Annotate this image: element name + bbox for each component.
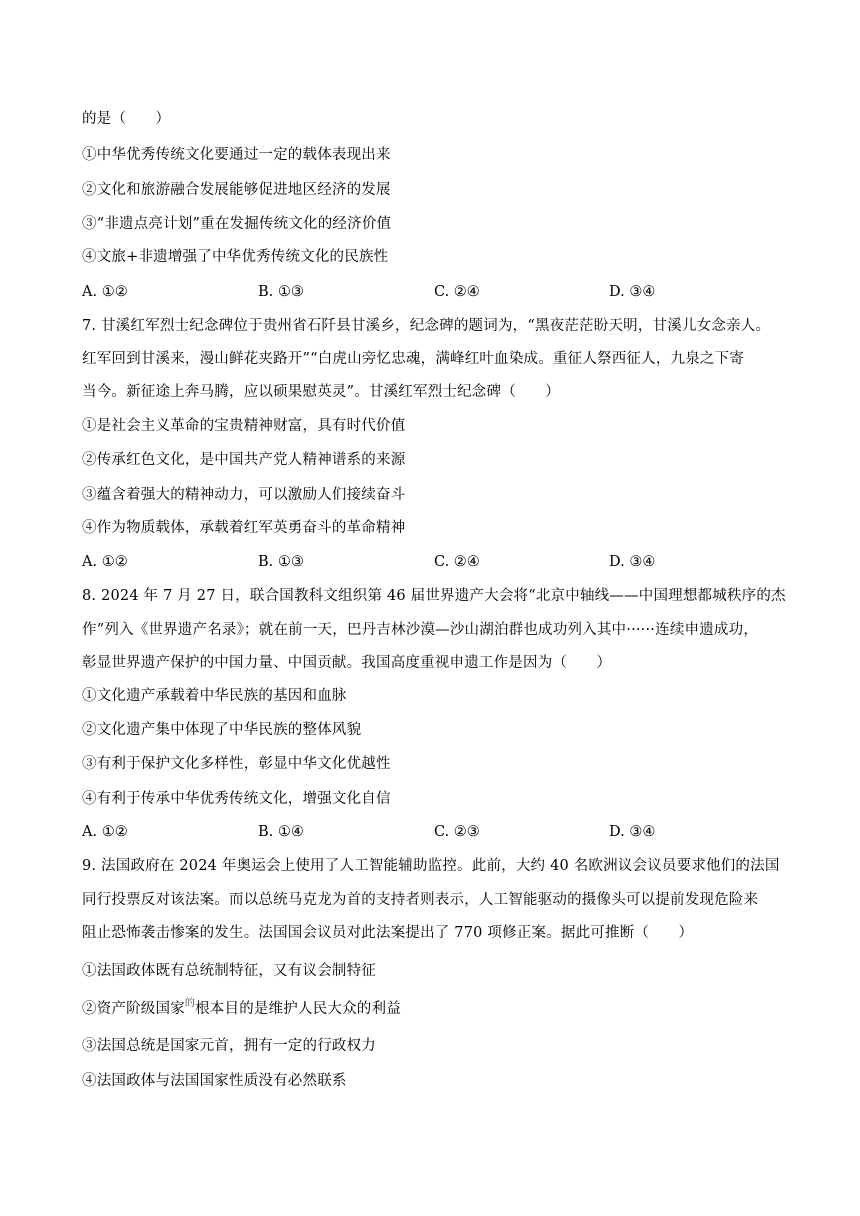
q8-statement-1: ①文化遗产承载着中华民族的基因和血脉 bbox=[82, 688, 347, 704]
q8-statement-3: ③有利于保护文化多样性，彰显中华文化优越性 bbox=[82, 756, 391, 772]
q8-option-b[interactable]: B. ①④ bbox=[258, 824, 304, 840]
q6-option-a[interactable]: A. ①② bbox=[82, 284, 128, 300]
q6-stem-tail: 的是（ ） bbox=[82, 111, 171, 127]
q7-option-b[interactable]: B. ①③ bbox=[258, 554, 304, 570]
q7-option-d[interactable]: D. ③④ bbox=[609, 554, 656, 570]
q6-option-b[interactable]: B. ①③ bbox=[258, 284, 304, 300]
q8-options bbox=[82, 822, 782, 842]
q6-option-d[interactable]: D. ③④ bbox=[609, 284, 656, 300]
q9-stem-line-3: 阻止恐怖袭击惨案的发生。法国国会议员对此法案提出了 770 项修正案。据此可推断（ ） bbox=[82, 925, 694, 941]
q7-option-a[interactable]: A. ①② bbox=[82, 554, 128, 570]
q7-option-c[interactable]: C. ②④ bbox=[434, 554, 480, 570]
q8-stem-line-2: 作”列入《世界遗产名录》；就在前一天，巴丹吉林沙漠—沙山湖泊群也成功列入其中······连续申遗成功， bbox=[82, 622, 759, 638]
q7-statement-1: ①是社会主义革命的宝贵精神财富，具有时代价值 bbox=[82, 418, 406, 434]
q8-statement-2: ②文化遗产集中体现了中华民族的整体风貌 bbox=[82, 722, 362, 738]
q7-stem-line-1: 7. 甘溪红军烈士纪念碑位于贵州省石阡县甘溪乡，纪念碑的题词为，“黑夜茫茫盼天明，甘溪儿女念亲人。 bbox=[82, 318, 771, 334]
q8-statement-4: ④有利于传承中华优秀传统文化，增强文化自信 bbox=[82, 791, 391, 807]
q7-statement-4: ④作为物质载体，承载着红军英勇奋斗的革命精神 bbox=[82, 520, 406, 536]
q6-statement-3: ③“非遗点亮计划”重在发掘传统文化的经济价值 bbox=[82, 216, 392, 232]
q6-statement-1: ①中华优秀传统文化要通过一定的载体表现出来 bbox=[82, 147, 391, 163]
q8-stem-line-1: 8. 2024 年 7 月 27 日，联合国教科文组织第 46 届世界遗产大会将“北京中轴线——中国理想都城秩序的杰 bbox=[82, 588, 786, 604]
q9-statement-1: ①法国政体既有总统制特征，又有议会制特征 bbox=[82, 963, 376, 979]
q9-statement-2-tail: 根本目的是维护人民大众的利益 bbox=[195, 1001, 401, 1017]
q6-statement-4: ④文旅+非遗增强了中华优秀传统文化的民族性 bbox=[82, 249, 389, 265]
q9-statement-2-head: ②资产阶级国家 bbox=[82, 1001, 185, 1017]
q9-statement-3: ③法国总统是国家元首，拥有一定的行政权力 bbox=[82, 1038, 376, 1054]
q9-statement-2 bbox=[82, 999, 401, 1021]
q6-options bbox=[82, 282, 782, 302]
q8-option-d[interactable]: D. ③④ bbox=[609, 824, 656, 840]
q9-statement-2-sup: 的 bbox=[184, 998, 196, 1009]
q6-option-c[interactable]: C. ②④ bbox=[434, 284, 480, 300]
q7-stem-line-3: 当今。新征途上奔马腾，应以硕果慰英灵”。甘溪红军烈士纪念碑（ ） bbox=[82, 384, 561, 400]
q7-stem-line-2: 红军回到甘溪来，漫山鲜花夹路开”“白虎山旁忆忠魂，满峰红叶血染成。重征人祭西征人，九泉之下寄 bbox=[82, 351, 745, 367]
q7-statement-2: ②传承红色文化，是中国共产党人精神谱系的来源 bbox=[82, 452, 406, 468]
q9-stem-line-1: 9. 法国政府在 2024 年奥运会上使用了人工智能辅助监控。此前，大约 40 名欧洲议会议员要求他们的法国 bbox=[82, 858, 780, 874]
q6-statement-2: ②文化和旅游融合发展能够促进地区经济的发展 bbox=[82, 182, 391, 198]
q8-stem-line-3: 彰显世界遗产保护的中国力量、中国贡献。我国高度重视申遗工作是因为（ ） bbox=[82, 655, 612, 671]
q7-statement-3: ③蕴含着强大的精神动力，可以激励人们接续奋斗 bbox=[82, 487, 406, 503]
q9-stem-line-2: 同行投票反对该法案。而以总统马克龙为首的支持者则表示，人工智能驱动的摄像头可以提前发现危险来 bbox=[82, 892, 759, 908]
q8-option-c[interactable]: C. ②③ bbox=[434, 824, 480, 840]
q9-statement-4: ④法国政体与法国国家性质没有必然联系 bbox=[82, 1073, 347, 1089]
q8-option-a[interactable]: A. ①② bbox=[82, 824, 128, 840]
q7-options bbox=[82, 552, 782, 572]
